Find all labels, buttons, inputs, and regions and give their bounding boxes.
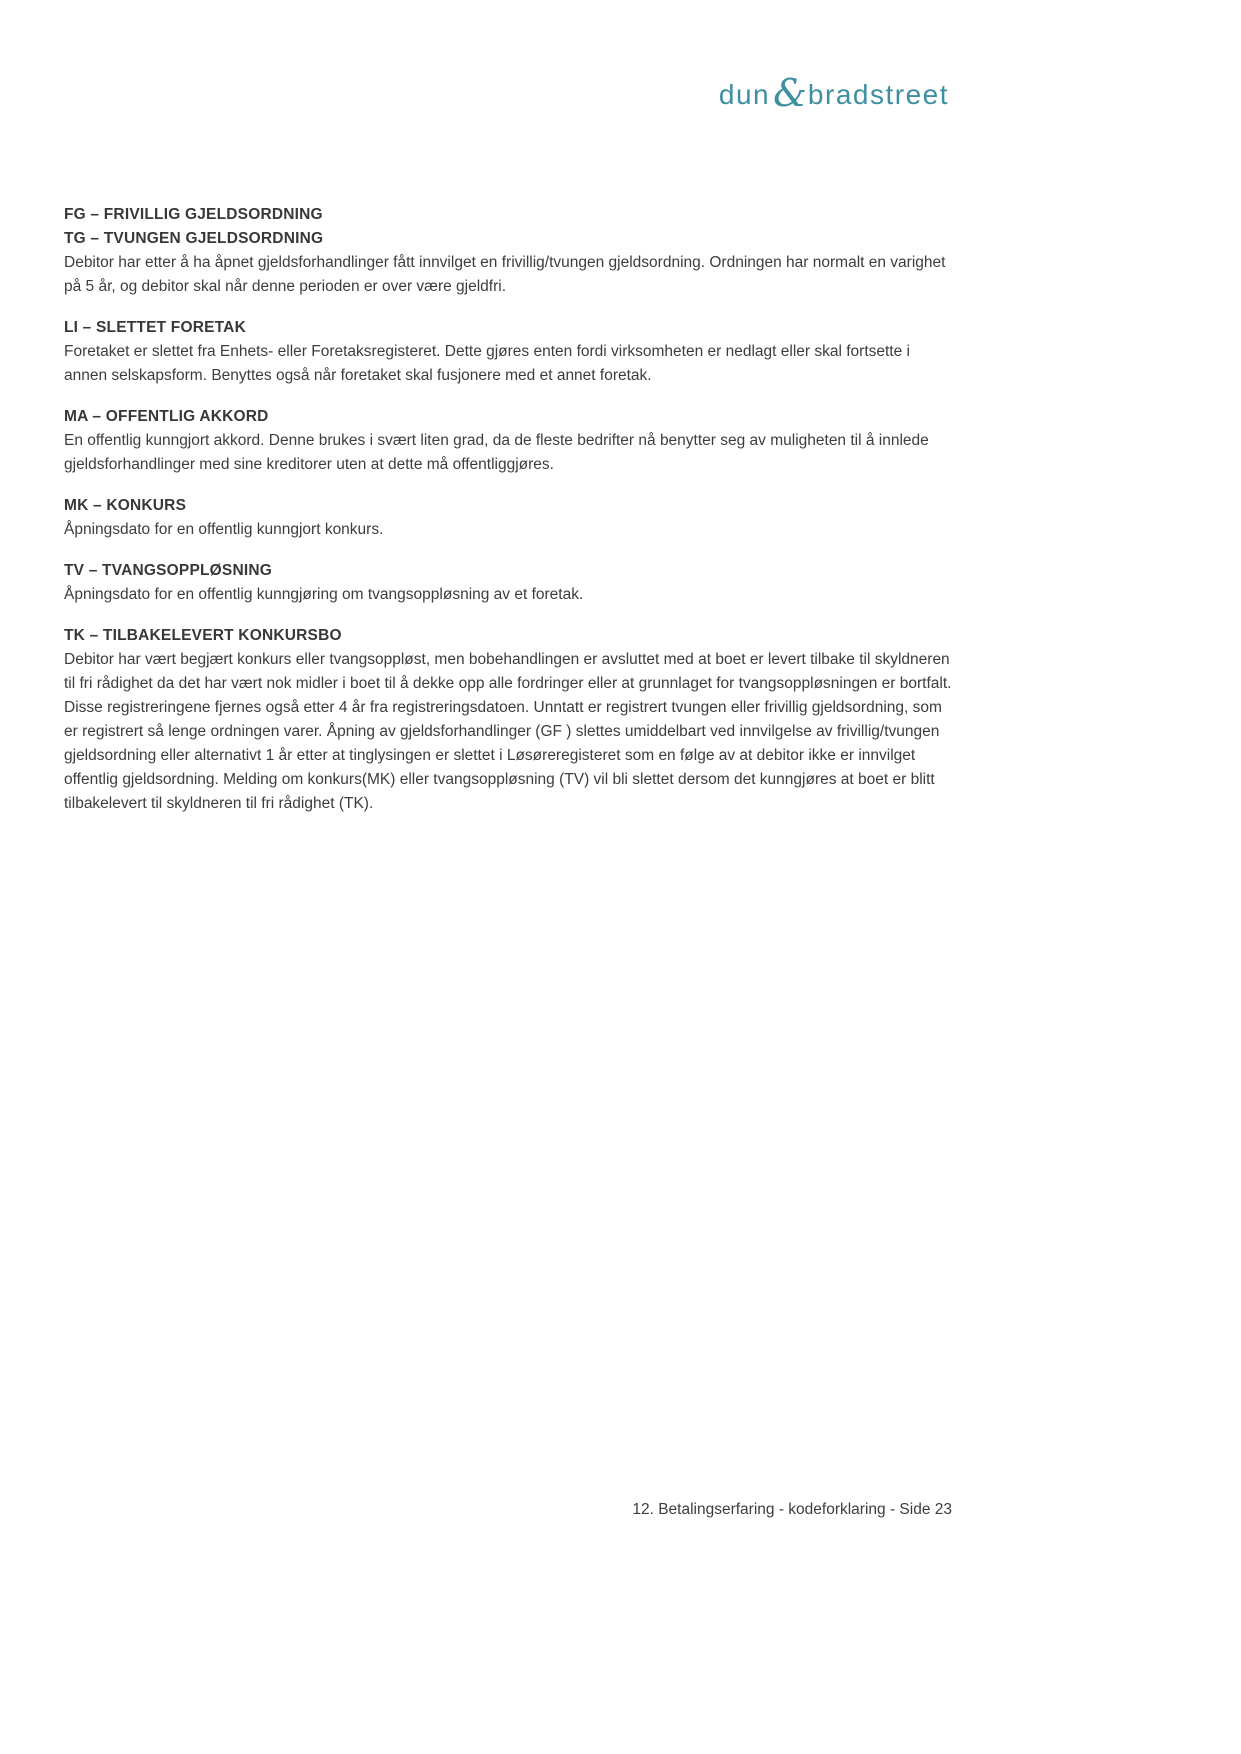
section-fg-tg-gjeldsordning <box>64 203 952 299</box>
page-footer <box>64 1498 952 1522</box>
section-heading: MA – OFFENTLIG AKKORD <box>64 408 269 425</box>
section-heading: TG – TVUNGEN GJELDSORDNING <box>64 230 324 247</box>
section-paragraph: Åpningsdato for en offentlig kunngjøring om tvangsoppløsning av et foretak. <box>64 586 584 603</box>
section-tv-tvangsopplosning <box>64 559 952 607</box>
logo-ampersand-icon: & <box>773 71 807 115</box>
dun-bradstreet-logo <box>718 71 949 115</box>
logo-bradstreet-text: bradstreet <box>807 79 949 110</box>
section-paragraph: Foretaket er slettet fra Enhets- eller Foretaksregisteret. Dette gjøres enten fordi virksomheten er nedlagt eller skal fortsette i annen selskapsform. Benyttes også når foretaket skal fusjonere med et annet foretak. <box>64 343 910 384</box>
section-paragraph: Debitor har vært begjært konkurs eller tvangsoppløst, men bobehandlingen er avsluttet med at boet er levert tilbake til skyldneren til fri rådighet da det har vært nok midler i boet til å dekke opp alle fordringer eller at grunnlaget for tvangsoppløsningen er bortfalt. Disse registreringene fjernes også etter 4 år fra registreringsdatoen. Unntatt er registrert tvungen eller frivillig gjeldsordning, som er registrert så lenge ordningen varer. Åpning av gjeldsforhandlinger (GF ) slettes umiddelbart ved innvilgelse av frivillig/tvungen gjeldsordning eller alternativt 1 år etter at tinglysingen er slettet i Løsøreregisteret som en følge av at debitor ikke er innvilget offentlig gjeldsordning. Melding om konkurs(MK) eller tvangsoppløsning (TV) vil bli slettet dersom det kunngjøres at boet er blitt tilbakelevert til skyldneren til fri rådighet (TK). <box>64 651 952 812</box>
section-paragraph: En offentlig kunngjort akkord. Denne brukes i svært liten grad, da de fleste bedrifter nå benytter seg av muligheten til å innlede gjeldsforhandlinger med sine kreditorer uten at dette må offentliggjøres. <box>64 432 929 473</box>
footer-text: 12. Betalingserfaring - kodeforklaring - Side 23 <box>632 1501 952 1518</box>
section-heading: LI – SLETTET FORETAK <box>64 319 246 336</box>
section-paragraph: Debitor har etter å ha åpnet gjeldsforhandlinger fått innvilget en frivillig/tvungen gjeldsordning. Ordningen har normalt en varighet på 5 år, og debitor skal når denne perioden er over være gjeldfri. <box>64 254 946 295</box>
section-li-slettet-foretak <box>64 316 952 388</box>
section-heading: TK – TILBAKELEVERT KONKURSBO <box>64 627 342 644</box>
section-heading: FG – FRIVILLIG GJELDSORDNING <box>64 206 323 223</box>
section-heading: MK – KONKURS <box>64 497 187 514</box>
section-tk-tilbakelevert-konkursbo <box>64 624 952 816</box>
section-mk-konkurs <box>64 494 952 542</box>
section-paragraph: Åpningsdato for en offentlig kunngjort konkurs. <box>64 521 384 538</box>
section-ma-offentlig-akkord <box>64 405 952 477</box>
document-body <box>64 203 952 833</box>
logo-dun-text: dun <box>718 79 771 110</box>
section-heading: TV – TVANGSOPPLØSNING <box>64 562 273 579</box>
